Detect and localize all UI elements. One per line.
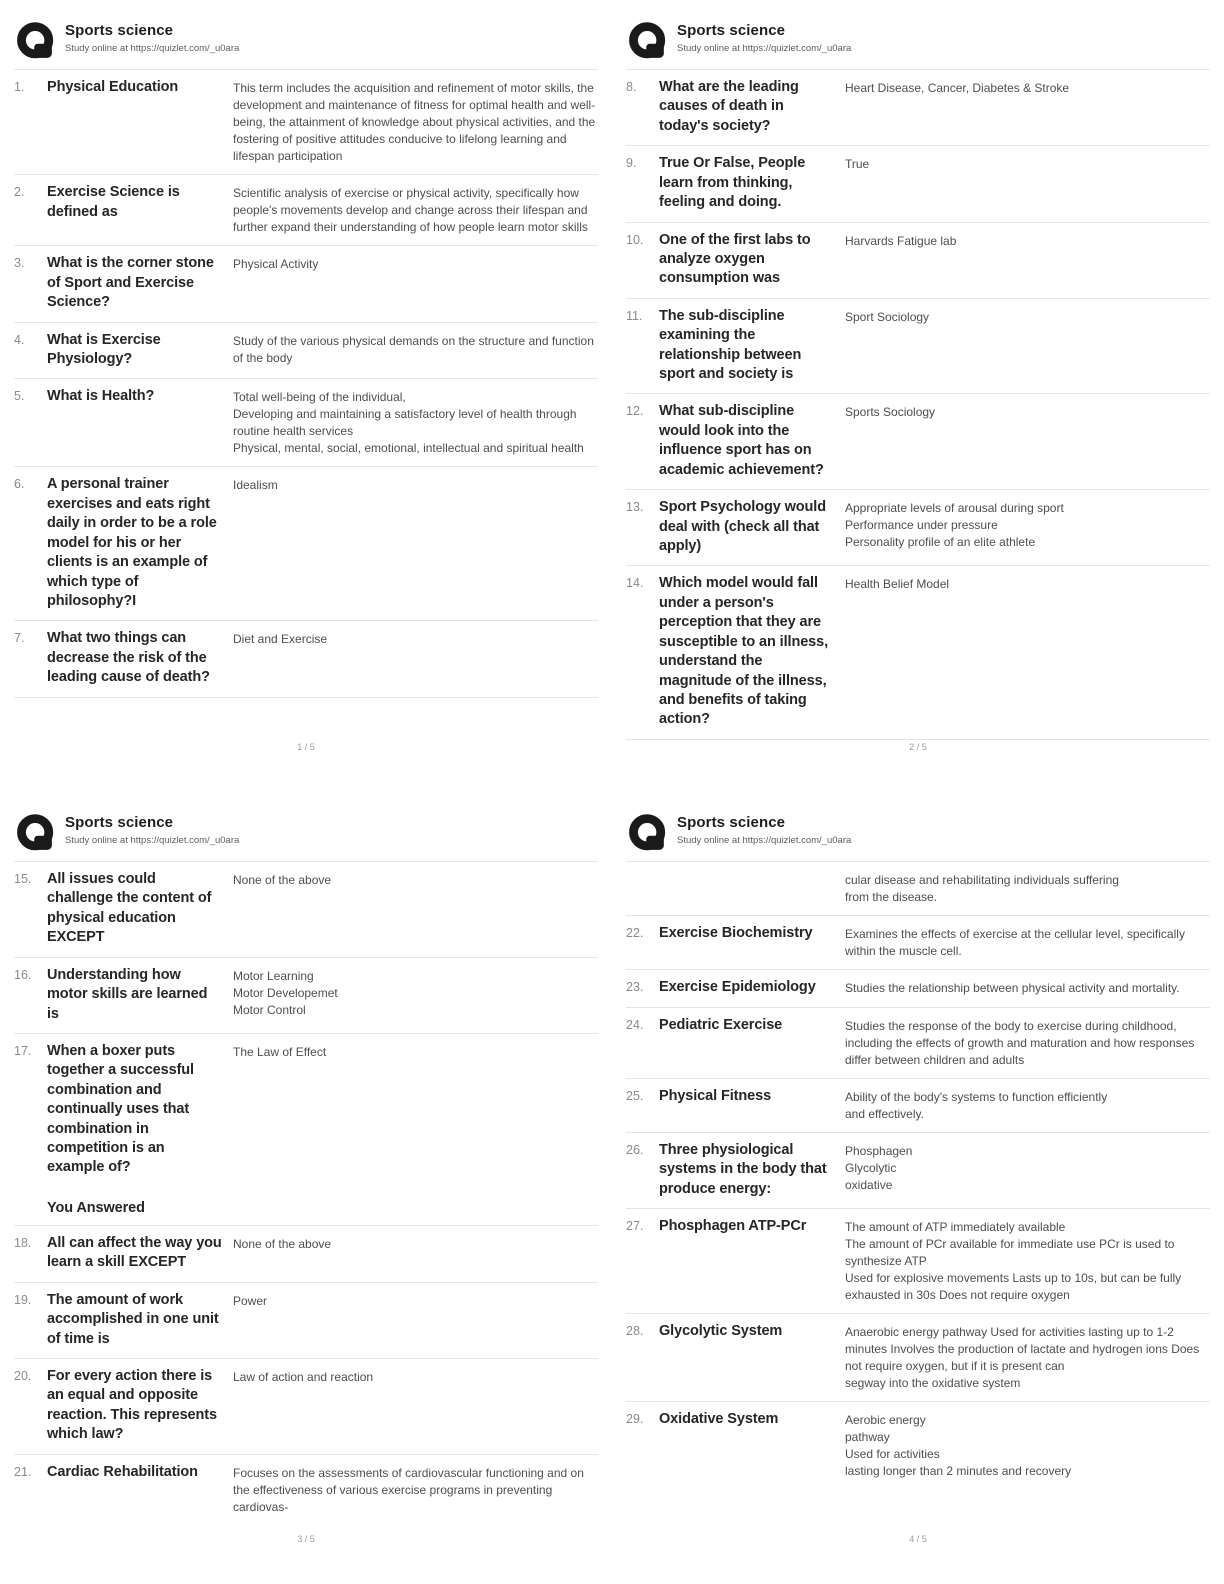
- card-row: [14, 246, 598, 322]
- definition-line: Appropriate levels of arousal during sport: [845, 501, 1064, 516]
- term-text: The amount of work accomplished in one unit of time is: [47, 1291, 219, 1347]
- term-cell: [659, 1217, 845, 1304]
- definition-line: Total well-being of the individual,: [233, 390, 406, 405]
- term-text: Exercise Epidemiology: [659, 979, 816, 996]
- card-number: 14.: [626, 576, 644, 591]
- card-number: 9.: [626, 156, 637, 171]
- definition-cell: [845, 402, 1210, 480]
- definition-line: Used for activities: [845, 1447, 940, 1462]
- card-number: 16.: [14, 967, 32, 982]
- card-row: [626, 1314, 1210, 1402]
- quizlet-page: [0, 0, 612, 792]
- card-row: [626, 223, 1210, 299]
- term-cell: [659, 1141, 845, 1199]
- term-text: Three physiological systems in the body that produce energy:: [659, 1141, 827, 1197]
- term-cell: [47, 475, 233, 611]
- term-text: Pediatric Exercise: [659, 1016, 783, 1033]
- term-cell: [659, 402, 845, 480]
- term-text: What are the leading causes of death in today's society?: [659, 79, 799, 134]
- card-row: [14, 1359, 598, 1455]
- study-online-link[interactable]: Study online at https://quizlet.com/_u0ara: [65, 43, 240, 54]
- page-number: 3 / 5: [297, 1534, 315, 1544]
- definition-cell: [233, 870, 598, 948]
- definition-cell: [233, 1463, 598, 1516]
- card-row: [14, 862, 598, 958]
- card-number: 13.: [626, 500, 644, 515]
- term-cell: [47, 1463, 233, 1516]
- quizlet-page: [0, 792, 612, 1584]
- term-cell: [47, 1291, 233, 1349]
- term-text: Oxidative System: [659, 1411, 779, 1428]
- definition-line: Motor Control: [233, 1002, 306, 1017]
- definition-cell: [845, 1087, 1210, 1123]
- definition-line: Heart Disease, Cancer, Diabetes & Stroke: [845, 81, 1070, 95]
- card-row: [626, 394, 1210, 490]
- card-row: [626, 1133, 1210, 1209]
- term-text: True Or False, People learn from thinking, feeling and doing.: [659, 155, 806, 211]
- card-row: [14, 1226, 598, 1283]
- set-title: Sports science: [65, 22, 174, 39]
- term-cell: [47, 387, 233, 457]
- definition-cell: [845, 1322, 1210, 1392]
- card-row: [626, 1079, 1210, 1133]
- term-cell: [47, 870, 233, 948]
- card-row: [14, 323, 598, 380]
- definition-line: This term includes the acquisition and refinement of motor skills, the development and maintenance of fitness for optimal health and well-being, the attainment of knowledge about physical activities, and the fostering of positive attitudes conducive to lifelong learning and lifespan participation: [233, 81, 596, 164]
- term-cell: [659, 307, 845, 385]
- term-text: Sport Psychology would deal with (check all that apply): [659, 499, 826, 555]
- card-number: 15.: [14, 872, 32, 886]
- term-cell: [659, 498, 845, 556]
- card-number: 8.: [626, 80, 637, 94]
- definition-line: Performance under pressure: [845, 518, 998, 533]
- term-text: For every action there is an equal and opposite reaction. This represents which law?: [47, 1368, 217, 1443]
- card-number: 2.: [14, 185, 25, 200]
- definition-line: and effectively.: [845, 1106, 924, 1121]
- term-text: What is Exercise Physiology?: [47, 331, 161, 367]
- card-row: [626, 1008, 1210, 1079]
- set-title: Sports science: [65, 814, 174, 831]
- definition-line: True: [845, 157, 870, 172]
- term-text: All issues could challenge the content of physical education EXCEPT: [47, 871, 212, 946]
- card-row: [626, 146, 1210, 222]
- page-header: [626, 810, 1210, 862]
- card-number: 22.: [626, 926, 644, 941]
- definition-cell: [233, 1234, 598, 1273]
- card-number: 28.: [626, 1324, 644, 1339]
- card-number: 4.: [14, 332, 25, 347]
- definition-line: Physical, mental, social, emotional, intellectual and spiritual health: [233, 441, 584, 456]
- card-row: [14, 175, 598, 246]
- term-text: What is Health?: [47, 388, 155, 405]
- card-number: 20.: [14, 1369, 32, 1384]
- definition-line: Idealism: [233, 478, 278, 493]
- quizlet-page: [612, 0, 1224, 792]
- term-text: Understanding how motor skills are learned is: [47, 966, 208, 1022]
- definition-cell: [233, 331, 598, 370]
- card-number: 29.: [626, 1412, 644, 1427]
- definition-line: Law of action and reaction: [233, 1370, 374, 1385]
- term-cell: [47, 78, 233, 165]
- quizlet-page: [612, 792, 1224, 1584]
- definition-line: Developing and maintaining a satisfactory level of health through routine health services: [233, 407, 577, 439]
- term-text: Which model would fall under a person's perception that they are susceptible to an illness, understand the magnitude of the illness, and benefits of taking action?: [659, 575, 829, 728]
- definition-line: The Law of Effect: [233, 1044, 327, 1059]
- definition-line: Ability of the body's systems to function efficiently: [845, 1089, 1108, 1104]
- card-number: 3.: [14, 256, 25, 271]
- header-text: [65, 18, 239, 54]
- definition-cell: [845, 924, 1210, 960]
- term-cell: [47, 966, 233, 1024]
- definition-line: Personality profile of an elite athlete: [845, 535, 1036, 550]
- definition-cell: [233, 387, 598, 457]
- card-number: 25.: [626, 1088, 644, 1103]
- card-number: 19.: [14, 1292, 32, 1307]
- term-cell: [659, 574, 845, 729]
- term-cell: [47, 183, 233, 236]
- definition-line: pathway: [845, 1430, 890, 1445]
- definition-cell: [845, 1016, 1210, 1069]
- term-text: What two things can decrease the risk of the leading cause of death?: [47, 630, 210, 686]
- card-row: [14, 621, 598, 697]
- definition-line: Sports Sociology: [845, 405, 936, 420]
- header-text: [65, 810, 239, 846]
- term-cell: [659, 1087, 845, 1123]
- definition-line: None of the above: [233, 873, 332, 887]
- card-number: 26.: [626, 1142, 644, 1157]
- card-number: 18.: [14, 1235, 32, 1250]
- term-cell: [47, 254, 233, 312]
- definition-cell: [845, 78, 1210, 136]
- card-row: [14, 1455, 598, 1525]
- you-answered-label: You Answered: [47, 1199, 145, 1216]
- card-number: 24.: [626, 1017, 644, 1032]
- card-row: [14, 1034, 598, 1226]
- definition-cell: [233, 1367, 598, 1445]
- definition-line: The amount of PCr available for immediate use PCr is used to synthesize ATP: [845, 1237, 1175, 1269]
- definition-cell: [233, 78, 598, 165]
- term-text: What sub-discipline would look into the influence sport has on academic achievement?: [659, 403, 824, 478]
- definition-line: Studies the relationship between physical activity and mortality.: [845, 981, 1180, 996]
- card-number: 5.: [14, 389, 25, 404]
- definition-line: The amount of ATP immediately available: [845, 1219, 1066, 1234]
- term-text: Physical Education: [47, 79, 179, 95]
- definition-line: Examines the effects of exercise at the cellular level, specifically within the muscle cell.: [845, 927, 1185, 959]
- definition-line: Study of the various physical demands on the structure and function of the body: [233, 333, 594, 365]
- page-header: [14, 18, 598, 70]
- definition-cell: [845, 870, 1210, 906]
- term-cell: [47, 1234, 233, 1273]
- card-number: 17.: [14, 1043, 32, 1058]
- definition-line: Motor Developemet: [233, 985, 338, 1000]
- definition-cell: [233, 475, 598, 611]
- term-text: Exercise Science is defined as: [47, 184, 180, 220]
- card-number: 23.: [626, 980, 644, 995]
- page-header: [626, 18, 1210, 70]
- card-row: [626, 566, 1210, 739]
- header-text: [677, 810, 851, 846]
- card-row: [626, 916, 1210, 970]
- term-cell: [47, 629, 233, 687]
- study-online-link[interactable]: Study online at https://quizlet.com/_u0ara: [677, 835, 852, 846]
- definition-cell: [233, 966, 598, 1024]
- term-cell: [659, 1016, 845, 1069]
- definition-cell: [845, 498, 1210, 556]
- card-list: [626, 862, 1210, 1489]
- term-cell: [659, 231, 845, 289]
- term-cell: [659, 924, 845, 960]
- term-cell: [47, 331, 233, 370]
- term-cell: [659, 1322, 845, 1392]
- definition-line: Aerobic energy: [845, 1413, 926, 1428]
- definition-cell: [233, 1291, 598, 1349]
- card-row: [626, 299, 1210, 395]
- card-number: 12.: [626, 404, 644, 419]
- term-cell: [659, 78, 845, 136]
- definition-line: from the disease.: [845, 890, 938, 905]
- definition-line: segway into the oxidative system: [845, 1376, 1021, 1391]
- quizlet-logo-icon: [14, 811, 58, 857]
- card-row: [14, 958, 598, 1034]
- card-list: [14, 70, 598, 698]
- quizlet-logo-icon: [14, 19, 58, 65]
- page-number: 1 / 5: [297, 742, 315, 752]
- definition-line: Studies the response of the body to exercise during childhood, including the effects of growth and maturation and how responses differ between children and adults: [845, 1018, 1195, 1067]
- definition-cell: [233, 1042, 598, 1216]
- term-text: Physical Fitness: [659, 1087, 772, 1104]
- term-text: The sub-discipline examining the relationship between sport and society is: [659, 307, 802, 383]
- term-cell: [659, 870, 845, 906]
- definition-cell: [845, 231, 1210, 289]
- definition-line: Health Belief Model: [845, 577, 950, 592]
- definition-cell: [845, 1141, 1210, 1199]
- card-row: [626, 862, 1210, 916]
- study-online-link[interactable]: Study online at https://quizlet.com/_u0ara: [65, 835, 240, 846]
- term-cell: [659, 154, 845, 212]
- card-row: [14, 467, 598, 621]
- definition-line: None of the above: [233, 1236, 332, 1251]
- card-row: [626, 70, 1210, 146]
- term-cell: [659, 1410, 845, 1480]
- term-text: When a boxer puts together a successful combination and continually uses that combination in competition is an example of?: [47, 1042, 194, 1176]
- definition-cell: [233, 183, 598, 236]
- definition-cell: [845, 1217, 1210, 1304]
- quizlet-logo-icon: [626, 19, 670, 65]
- term-text: What is the corner stone of Sport and Exercise Science?: [47, 255, 214, 311]
- header-text: [677, 18, 851, 54]
- term-text: A personal trainer exercises and eats right daily in order to be a role model for his or her clients is an example of which type of philosophy?I: [47, 476, 217, 610]
- card-row: [626, 1209, 1210, 1314]
- definition-cell: [233, 254, 598, 312]
- card-row: [626, 490, 1210, 566]
- definition-line: Scientific analysis of exercise or physical activity, specifically how people's movements develop and change across their lifespan and further expand their understanding of how people learn motor skills: [233, 186, 588, 235]
- definition-line: Focuses on the assessments of cardiovascular functioning and on the effectiveness of various exercise programs in preventing cardiovas-: [233, 1465, 584, 1514]
- card-row: [626, 1402, 1210, 1489]
- definition-line: oxidative: [845, 1177, 893, 1192]
- set-title: Sports science: [677, 814, 786, 831]
- card-number: 7.: [14, 631, 25, 646]
- quizlet-logo-icon: [626, 811, 670, 857]
- definition-line: lasting longer than 2 minutes and recovery: [845, 1464, 1072, 1479]
- definition-line: Diet and Exercise: [233, 632, 328, 647]
- term-cell: [47, 1042, 233, 1216]
- page-header: [14, 810, 598, 862]
- definition-line: Motor Learning: [233, 968, 314, 983]
- card-list: [14, 862, 598, 1525]
- definition-cell: [845, 1410, 1210, 1480]
- term-text: Glycolytic System: [659, 1323, 783, 1340]
- definition-line: Power: [233, 1293, 268, 1308]
- definition-line: Used for explosive movements Lasts up to 10s, but can be fully exhausted in 30s Does not require oxygen: [845, 1271, 1182, 1303]
- card-number: 6.: [14, 477, 25, 492]
- definition-line: cular disease and rehabilitating individuals suffering: [845, 873, 1119, 887]
- term-cell: [659, 978, 845, 997]
- term-cell: [47, 1367, 233, 1445]
- definition-line: Harvards Fatigue lab: [845, 233, 957, 248]
- definition-cell: [233, 629, 598, 687]
- definition-line: Phosphagen: [845, 1143, 913, 1158]
- card-number: 21.: [14, 1464, 32, 1479]
- card-row: [14, 1283, 598, 1359]
- definition-cell: [845, 574, 1210, 729]
- term-text: Cardiac Rehabilitation: [47, 1463, 198, 1480]
- study-online-link[interactable]: Study online at https://quizlet.com/_u0ara: [677, 43, 852, 54]
- card-number: 11.: [626, 308, 643, 323]
- definition-cell: [845, 154, 1210, 212]
- card-row: [626, 970, 1210, 1007]
- page-number: 2 / 5: [909, 742, 927, 752]
- definition-line: Sport Sociology: [845, 309, 930, 324]
- card-row: [14, 379, 598, 467]
- card-number: 1.: [14, 80, 25, 94]
- term-text: All can affect the way you learn a skill EXCEPT: [47, 1234, 222, 1271]
- card-number: 27.: [626, 1218, 644, 1233]
- definition-line: Glycolytic: [845, 1160, 897, 1175]
- page-number: 4 / 5: [909, 1534, 927, 1544]
- definition-line: Physical Activity: [233, 257, 319, 272]
- card-list: [626, 70, 1210, 740]
- card-row: [14, 70, 598, 175]
- term-text: Exercise Biochemistry: [659, 925, 813, 942]
- set-title: Sports science: [677, 22, 786, 39]
- term-text: One of the first labs to analyze oxygen consumption was: [659, 231, 811, 287]
- card-number: [626, 870, 659, 906]
- term-text: Phosphagen ATP-PCr: [659, 1217, 807, 1234]
- definition-cell: [845, 978, 1210, 997]
- definition-cell: [845, 307, 1210, 385]
- card-number: 10.: [626, 232, 644, 247]
- definition-line: Anaerobic energy pathway Used for activities lasting up to 1-2 minutes Involves the production of lactate and hydrogen ions Does not require oxygen, but if it is present can: [845, 1325, 1200, 1374]
